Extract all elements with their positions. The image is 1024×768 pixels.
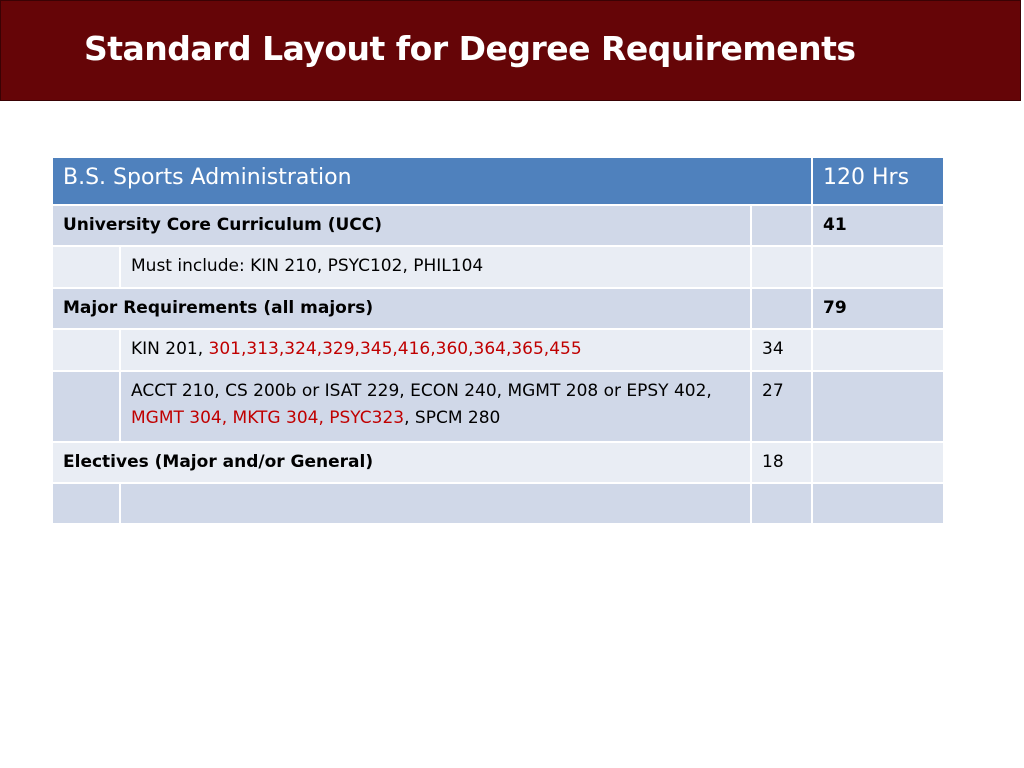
ucc-detail-cell: Must include: KIN 210, PSYC102, PHIL104 bbox=[120, 246, 751, 288]
empty-row bbox=[52, 483, 944, 524]
major-kin-row bbox=[52, 329, 944, 371]
major-hours-cell: 79 bbox=[812, 288, 944, 329]
major-kin-credits-cell: 34 bbox=[751, 329, 812, 371]
total-hours-cell: 120 Hrs bbox=[812, 157, 944, 205]
empty-cell bbox=[120, 483, 751, 524]
ucc-hours-cell: 41 bbox=[812, 205, 944, 246]
program-title-cell: B.S. Sports Administration bbox=[52, 157, 812, 205]
table-header-row bbox=[52, 157, 944, 205]
major-row bbox=[52, 288, 944, 329]
empty-cell bbox=[751, 483, 812, 524]
major-credits-cell bbox=[751, 288, 812, 329]
electives-hours-cell bbox=[812, 442, 944, 483]
electives-label-cell: Electives (Major and/or General) bbox=[52, 442, 751, 483]
major-kin-courses-cell bbox=[120, 329, 751, 371]
indent-cell bbox=[52, 371, 120, 442]
ucc-detail-hours-cell bbox=[812, 246, 944, 288]
course-list-text: KIN 201, bbox=[131, 339, 209, 359]
major-label-cell: Major Requirements (all majors) bbox=[52, 288, 751, 329]
indent-cell bbox=[52, 246, 120, 288]
electives-row bbox=[52, 442, 944, 483]
major-support-courses-cell bbox=[120, 371, 751, 442]
new-courses-highlight: MGMT 304, MKTG 304, PSYC323 bbox=[131, 408, 405, 428]
major-support-hours-cell bbox=[812, 371, 944, 442]
ucc-detail-row bbox=[52, 246, 944, 288]
new-courses-highlight: 301,313,324,329,345,416,360,364,365,455 bbox=[208, 339, 582, 359]
major-support-credits-cell: 27 bbox=[751, 371, 812, 442]
ucc-row bbox=[52, 205, 944, 246]
slide-title: Standard Layout for Degree Requirements bbox=[84, 29, 856, 68]
course-list-suffix: , SPCM 280 bbox=[404, 408, 501, 428]
electives-credits-cell: 18 bbox=[751, 442, 812, 483]
ucc-detail-credits-cell bbox=[751, 246, 812, 288]
ucc-label-cell: University Core Curriculum (UCC) bbox=[52, 205, 751, 246]
major-support-row bbox=[52, 371, 944, 442]
major-kin-hours-cell bbox=[812, 329, 944, 371]
empty-cell bbox=[52, 483, 120, 524]
degree-requirements-table bbox=[51, 156, 945, 525]
title-bar bbox=[0, 0, 1021, 101]
empty-cell bbox=[812, 483, 944, 524]
ucc-credits-cell bbox=[751, 205, 812, 246]
course-list-text: ACCT 210, CS 200b or ISAT 229, ECON 240, MGMT 208 or EPSY 402, bbox=[131, 381, 712, 401]
indent-cell bbox=[52, 329, 120, 371]
